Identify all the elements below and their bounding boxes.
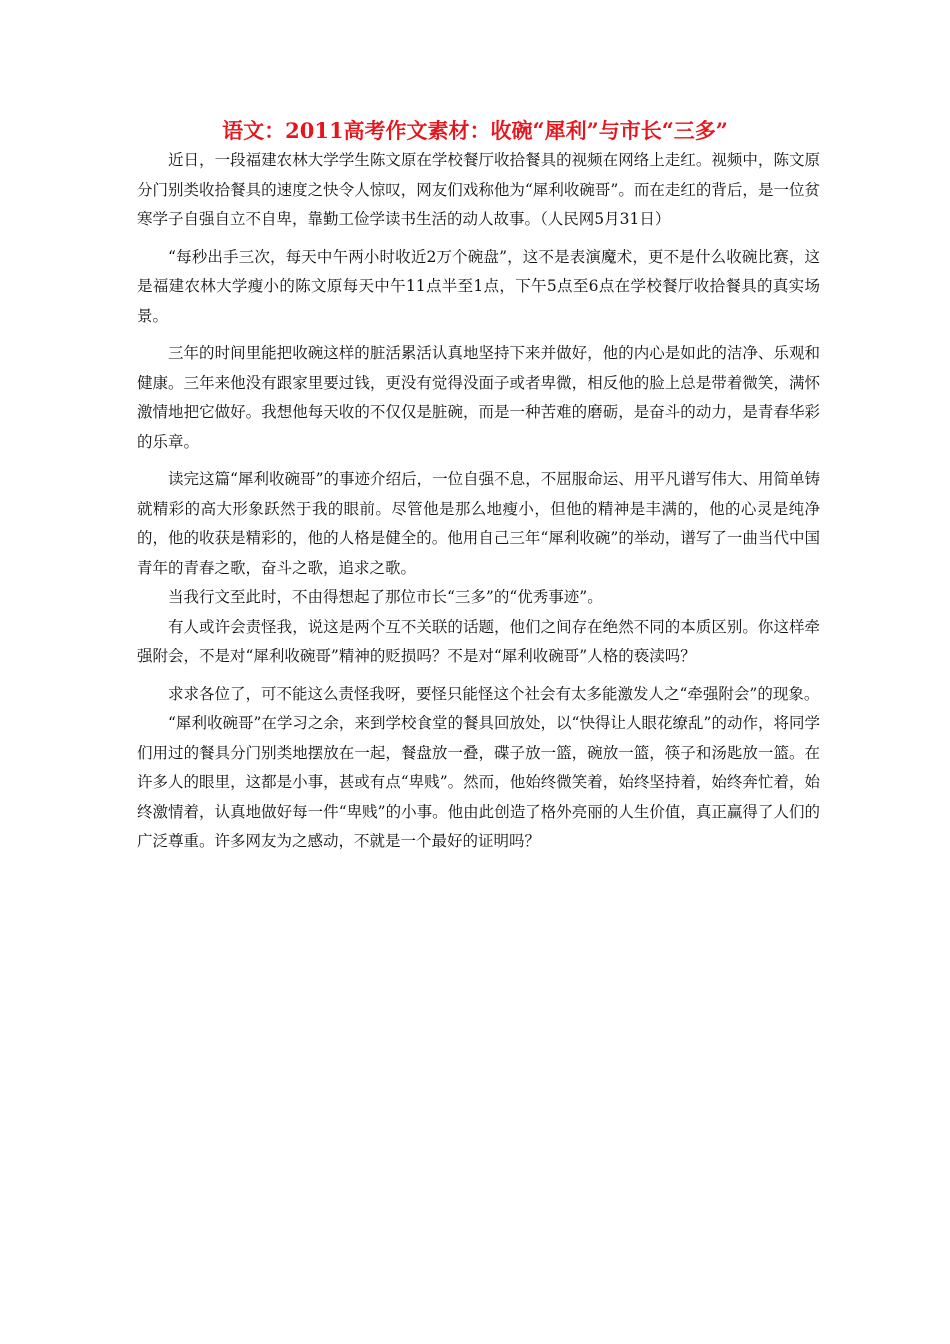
- paragraph-6: 有人或许会责怪我，说这是两个互不关联的话题，他们之间存在绝然不同的本质区别。你这样牵强附会，不是对“犀利收碗哥”精神的贬损吗？不是对“犀利收碗哥”人格的亵渎吗？: [137, 617, 820, 665]
- paragraph-4: 读完这篇“犀利收碗哥”的事迹介绍后，一位自强不息，不屈服命运、用平凡谱写伟大、用简单铸就精彩的高大形象跃然于我的眼前。尽管他是那么地瘦小，但他的精神是丰满的，他的心灵是纯净的，他的收获是精彩的，他的人格是健全的。他用自己三年“犀利收碗”的举动，谱写了一曲当代中国青年的青春之歌，奋斗之歌，追求之歌。: [137, 470, 820, 577]
- paragraph-5: 当我行文至此时，不由得想起了那位市长“三多”的“优秀事迹”。: [168, 588, 603, 606]
- paragraph-1: 近日，一段福建农林大学学生陈文原在学校餐厅收拾餐具的视频在网络上走红。视频中，陈文原分门别类收拾餐具的速度之快令人惊叹，网友们戏称他为“犀利收碗哥”。而在走红的背后，是一位贫寒学子自强自立不自卑，靠勤工俭学读书生活的动人故事。（人民网5月31日）: [137, 151, 820, 228]
- document-title: 语文：2011高考作文素材：收碗“犀利”与市长“三多”: [222, 118, 728, 143]
- document-body: [137, 146, 820, 865]
- paragraph-7: 求求各位了，可不能这么责怪我呀，要怪只能怪这个社会有太多能激发人之“牵强附会”的现象。: [168, 684, 820, 703]
- paragraph-3: 三年的时间里能把收碗这样的脏活累活认真地坚持下来并做好，他的内心是如此的洁净、乐观和健康。三年来他没有跟家里要过钱，更没有觉得没面子或者卑微，相反他的脸上总是带着微笑，满怀激情地把它做好。我想他每天收的不仅仅是脏碗，而是一种苦难的磨砺，是奋斗的动力，是青春华彩的乐章。: [137, 344, 820, 451]
- paragraph-2: “每秒出手三次，每天中午两小时收近2万个碗盘”，这不是表演魔术，更不是什么收碗比赛，这是福建农林大学瘦小的陈文原每天中午11点半至1点，下午5点至6点在学校餐厅收拾餐具的真实场景。: [137, 247, 820, 325]
- paragraph-8: “犀利收碗哥”在学习之余，来到学校食堂的餐具回放处，以“快得让人眼花缭乱”的动作，将同学们用过的餐具分门别类地摆放在一起，餐盘放一叠，碟子放一篮，碗放一篮，筷子和汤匙放一篮。在许多人的眼里，这都是小事，甚或有点“卑贱”。然而，他始终微笑着，始终坚持着，始终奔忙着，始终激情着，认真地做好每一件“卑贱”的小事。他由此创造了格外亮丽的人生价值，真正赢得了人们的广泛尊重。许多网友为之感动，不就是一个最好的证明吗？: [137, 714, 820, 850]
